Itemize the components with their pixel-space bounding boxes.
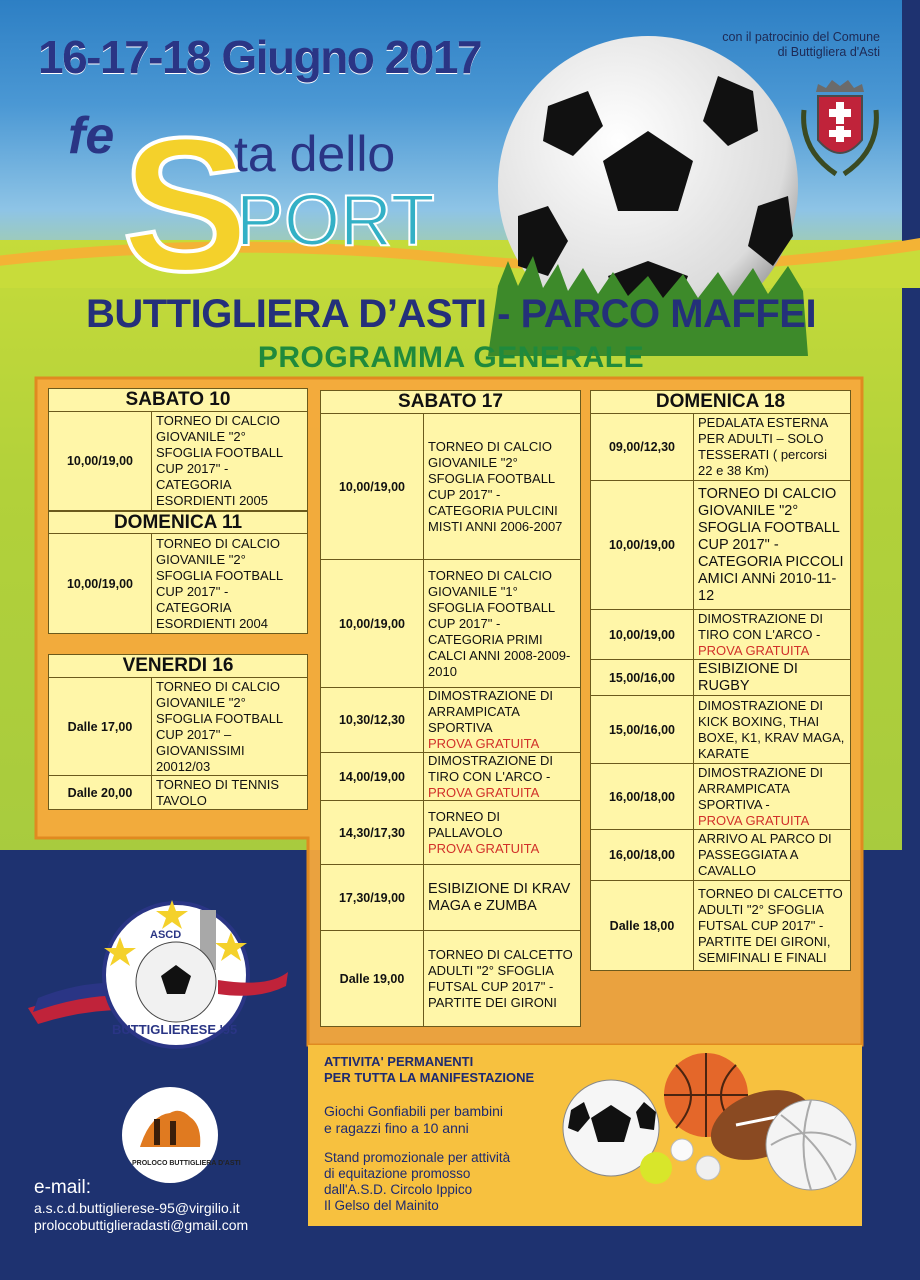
- email-asd[interactable]: a.s.c.d.buttiglierese-95@virgilio.it: [34, 1200, 240, 1216]
- time-cell: 09,00/12,30: [591, 414, 694, 480]
- table-row: [591, 696, 850, 764]
- event-dates: 16-17-18 Giugno 2017: [38, 31, 481, 83]
- activity-cell: [424, 560, 580, 687]
- sports-balls-image: [556, 1050, 856, 1200]
- email-proloco[interactable]: prolocobuttiglieradasti@gmail.com: [34, 1217, 249, 1233]
- table-row: [321, 753, 580, 801]
- activity-desc: DIMOSTRAZIONE DI KICK BOXING, THAI BOXE, K1, KRAV MAGA, KARATE: [698, 697, 845, 761]
- time-cell: Dalle 19,00: [321, 931, 424, 1026]
- activity-desc: DIMOSTRAZIONE DI TIRO CON L'ARCO -: [698, 610, 823, 642]
- tennis-ball-icon: [640, 1152, 672, 1184]
- table-row: [591, 414, 850, 481]
- free-trial-label: PROVA GRATUITA: [428, 840, 540, 856]
- asd-label: ASCD: [150, 929, 182, 941]
- table-row: [321, 931, 580, 1026]
- day-header-venerdi-16: VENERDI 16: [49, 655, 307, 678]
- time-cell: 10,30/12,30: [321, 688, 424, 752]
- table-row: [49, 776, 307, 809]
- asd-buttiglierese-logo: [28, 900, 288, 1050]
- activity-cell: [694, 660, 850, 695]
- activity-desc: TORNEO DI TENNIS TAVOLO: [156, 776, 280, 808]
- stand-line-3: dall'A.S.D. Circolo Ippico: [324, 1182, 473, 1197]
- activity-cell: [694, 830, 850, 880]
- activity-desc: TORNEO DI CALCETTO ADULTI "2° SFOGLIA FUTSAL CUP 2017" - PARTITE DEI GIRONI: [428, 946, 573, 1010]
- email-label: e-mail:: [34, 1177, 92, 1198]
- time-cell: 14,00/19,00: [321, 753, 424, 800]
- activity-cell: [694, 610, 850, 659]
- time-cell: 10,00/19,00: [49, 534, 152, 633]
- table-row: [591, 830, 850, 881]
- time-cell: 16,00/18,00: [591, 764, 694, 829]
- proloco-logo: [120, 1085, 241, 1185]
- logo-fe-text: fe: [68, 107, 115, 165]
- activity-cell: [152, 776, 307, 809]
- time-cell: 14,30/17,30: [321, 801, 424, 864]
- time-cell: 10,00/19,00: [49, 412, 152, 510]
- free-trial-label: PROVA GRATUITA: [698, 812, 810, 828]
- time-cell: 10,00/19,00: [321, 414, 424, 559]
- table-row: [49, 678, 307, 776]
- activity-cell: [694, 481, 850, 609]
- games-line-2: e ragazzi fino a 10 anni: [324, 1120, 469, 1136]
- activity-desc: PEDALATA ESTERNA PER ADULTI – SOLO TESSERATI ( percorsi 22 e 38 Km): [698, 415, 828, 478]
- activity-cell: [424, 801, 580, 864]
- table-row: [591, 660, 850, 696]
- time-cell: 10,00/19,00: [591, 481, 694, 609]
- activity-cell: [694, 414, 850, 480]
- activity-desc: DIMOSTRAZIONE DI ARRAMPICATA SPORTIVA -: [698, 764, 823, 812]
- activity-cell: [424, 688, 580, 752]
- baseball-icon: [671, 1139, 693, 1161]
- time-cell: 10,00/19,00: [591, 610, 694, 659]
- time-cell: Dalle 17,00: [49, 678, 152, 775]
- logo-s-text: S: [122, 99, 249, 311]
- permanent-title-line-1: ATTIVITA' PERMANENTI: [324, 1054, 474, 1069]
- activity-desc: DIMOSTRAZIONE DI TIRO CON L'ARCO -: [428, 752, 553, 784]
- equestrian-stand-text: [324, 1150, 554, 1214]
- proloco-name: PROLOCO BUTTIGLIERA D'ASTI: [132, 1160, 241, 1167]
- patronage-line-1: con il patrocinio del Comune: [722, 30, 880, 44]
- table-row: [591, 610, 850, 660]
- activity-cell: [152, 412, 307, 510]
- logo-ta-dello-text: ta dello: [234, 126, 396, 182]
- table-row: [321, 688, 580, 753]
- day-header-sabato-10: SABATO 10: [49, 389, 307, 412]
- activity-desc: TORNEO DI PALLAVOLO: [428, 808, 503, 840]
- activity-cell: [152, 534, 307, 633]
- activity-desc: ESIBIZIONE DI RUGBY: [698, 660, 798, 694]
- activity-cell: [152, 678, 307, 775]
- time-cell: 15,00/16,00: [591, 660, 694, 695]
- activity-cell: [424, 931, 580, 1026]
- table-row: [321, 865, 580, 931]
- activity-desc: ARRIVO AL PARCO DI PASSEGGIATA A CAVALLO: [698, 831, 832, 878]
- table-row: [49, 412, 307, 511]
- games-line-1: Giochi Gonfiabili per bambini: [324, 1103, 503, 1119]
- activity-cell: [694, 696, 850, 763]
- permanent-title-line-2: PER TUTTA LA MANIFESTAZIONE: [324, 1070, 535, 1085]
- time-cell: 17,30/19,00: [321, 865, 424, 930]
- activity-cell: [694, 764, 850, 829]
- free-trial-label: PROVA GRATUITA: [698, 642, 810, 658]
- day-header-domenica-18: DOMENICA 18: [591, 391, 850, 414]
- day-header-domenica-11: DOMENICA 11: [49, 511, 307, 534]
- patronage-line-2: di Buttigliera d'Asti: [777, 45, 880, 59]
- free-trial-label: PROVA GRATUITA: [428, 784, 540, 800]
- table-row: [591, 881, 850, 970]
- activity-cell: [424, 414, 580, 559]
- activity-desc: ESIBIZIONE DI KRAV MAGA e ZUMBA: [428, 880, 571, 914]
- activity-cell: [694, 881, 850, 970]
- day-header-sabato-17: SABATO 17: [321, 391, 580, 414]
- activity-desc: TORNEO DI CALCIO GIOVANILE "2° SFOGLIA FOOTBALL CUP 2017" – GIOVANISSIMI 20012/03: [156, 678, 283, 774]
- activity-desc: TORNEO DI CALCETTO ADULTI "2° SFOGLIA FUTSAL CUP 2017" - PARTITE DEI GIRONI, SEMIFINALI E FINALI: [698, 885, 843, 965]
- table-row: [591, 481, 850, 610]
- stand-line-1: Stand promozionale per attività: [324, 1150, 511, 1165]
- activity-desc: TORNEO DI CALCIO GIOVANILE "1° SFOGLIA FOOTBALL CUP 2017" - CATEGORIA PRIMI CALCI ANNI 2008-2009-2010: [428, 567, 571, 679]
- activity-desc: DIMOSTRAZIONE DI ARRAMPICATA SPORTIVA: [428, 688, 553, 735]
- time-cell: Dalle 20,00: [49, 776, 152, 809]
- stand-line-4: Il Gelso del Mainito: [324, 1198, 439, 1213]
- permanent-activities-title: [324, 1054, 584, 1086]
- schedule-sabato-10-domenica-11: [48, 388, 308, 634]
- table-row: [591, 764, 850, 830]
- time-cell: 16,00/18,00: [591, 830, 694, 880]
- time-cell: 10,00/19,00: [321, 560, 424, 687]
- table-row: [321, 414, 580, 560]
- schedule-venerdi-16: [48, 654, 308, 810]
- activity-desc: TORNEO DI CALCIO GIOVANILE "2° SFOGLIA FOOTBALL CUP 2017" - CATEGORIA ESORDIENTI 2005: [156, 413, 283, 508]
- program-title: PROGRAMMA GENERALE: [257, 341, 645, 374]
- table-row: [321, 560, 580, 688]
- logo-port-text: PORT: [236, 181, 435, 261]
- table-row: [49, 534, 307, 633]
- venue-title: BUTTIGLIERA D’ASTI - PARCO MAFFEI: [85, 292, 817, 336]
- schedule-sabato-17: [320, 390, 581, 1027]
- stand-line-2: di equitazione promosso: [324, 1166, 471, 1181]
- activity-desc: TORNEO DI CALCIO GIOVANILE "2° SFOGLIA FOOTBALL CUP 2017" - CATEGORIA PULCINI MISTI ANNI 2006-2007: [428, 438, 563, 534]
- golf-ball-icon: [696, 1156, 720, 1180]
- volleyball-icon: [766, 1100, 856, 1190]
- table-row: [321, 801, 580, 865]
- asd-name: BUTTIGLIERESE '95: [112, 1022, 238, 1037]
- inflatable-games-text: [324, 1103, 564, 1137]
- activity-cell: [424, 865, 580, 930]
- time-cell: 15,00/16,00: [591, 696, 694, 763]
- activity-desc: TORNEO DI CALCIO GIOVANILE "2° SFOGLIA FOOTBALL CUP 2017" - CATEGORIA PICCOLI AMICI ANNi 2010-11-12: [698, 485, 844, 604]
- activity-desc: TORNEO DI CALCIO GIOVANILE "2° SFOGLIA FOOTBALL CUP 2017" - CATEGORIA ESORDIENTI 2004: [156, 535, 283, 631]
- time-cell: Dalle 18,00: [591, 881, 694, 970]
- schedule-domenica-18: [590, 390, 851, 971]
- activity-cell: [424, 753, 580, 800]
- free-trial-label: PROVA GRATUITA: [428, 736, 540, 751]
